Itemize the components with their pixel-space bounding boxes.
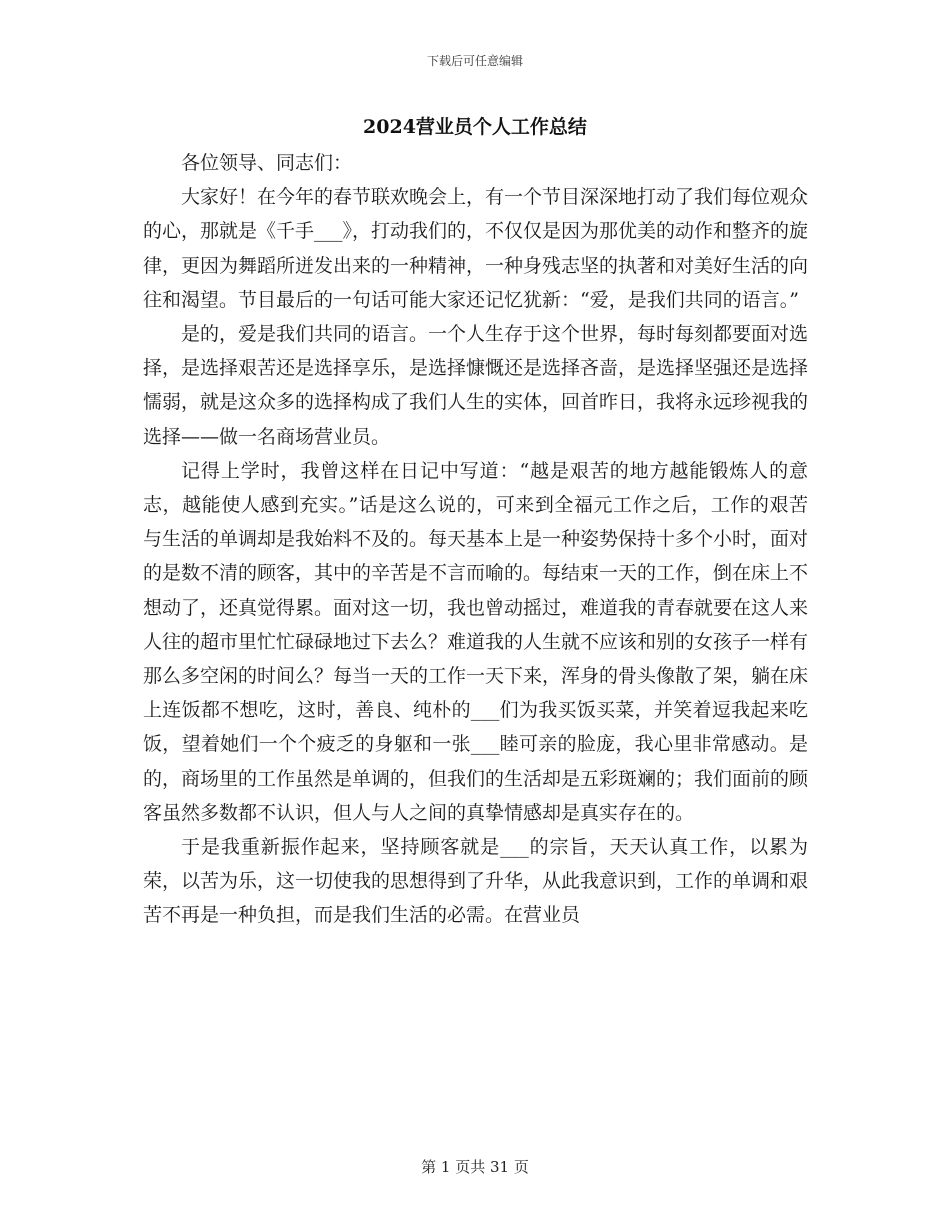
paragraph: 于是我重新振作起来，坚持顾客就是___的宗旨，天天认真工作，以累为荣，以苦为乐，这一切使我的思想得到了升华，从此我意识到，工作的单调和艰苦不再是一种负担，而是我们生活的必需。在营业员 (143, 836, 809, 927)
document-body (143, 146, 808, 933)
paragraph: 是的，爱是我们共同的语言。一个人生存于这个世界，每时每刻都要面对选择，是选择艰苦还是选择享乐，是选择慷慨还是选择吝啬，是选择坚强还是选择懦弱，就是这众多的选择构成了我们人生的实体，回首昨日，我将永远珍视我的选择——做一名商场营业员。 (143, 323, 809, 448)
paragraph: 大家好！在今年的春节联欢晚会上，有一个节目深深地打动了我们每位观众的心，那就是《千手___》，打动我们的，不仅仅是因为那优美的动作和整齐的旋律，更因为舞蹈所迸发出来的一种精神，一种身残志坚的执著和对美好生活的向往和渴望。节目最后的一句话可能大家还记忆犹新：“爱，是我们共同的语言。” (143, 186, 809, 311)
paragraph: 记得上学时，我曾这样在日记中写道：“越是艰苦的地方越能锻炼人的意志，越能使人感到充实。”话是这么说的，可来到全福元工作之后，工作的艰苦与生活的单调却是我始料不及的。每天基本上是一种姿势保持十多个小时，面对的是数不清的顾客，其中的辛苦是不言而喻的。每结束一天的工作，倒在床上不想动了，还真觉得累。面对这一切，我也曾动摇过，难道我的青春就要在这人来人往的超市里忙忙碌碌地过下去么？难道我的人生就不应该和别的女孩子一样有那么多空闲的时间么？每当一天的工作一天下来，浑身的骨头像散了架，躺在床上连饭都不想吃，这时，善良、纯朴的___们为我买饭买菜，并笑着逗我起来吃饭，望着她们一个个疲乏的身躯和一张___睦可亲的脸庞，我心里非常感动。是的，商场里的工作虽然是单调的，但我们的生活却是五彩斑斓的；我们面前的顾客虽然多数都不认识，但人与人之间的真挚情感却是真实存在的。 (143, 459, 809, 824)
page-number-footer: 第 1 页共 31 页 (421, 1158, 529, 1176)
document-title: 2024营业员个人工作总结 (363, 116, 587, 138)
header-note: 下载后可任意编辑 (426, 54, 523, 68)
paragraph-greeting: 各位领导、同志们： (181, 152, 353, 174)
